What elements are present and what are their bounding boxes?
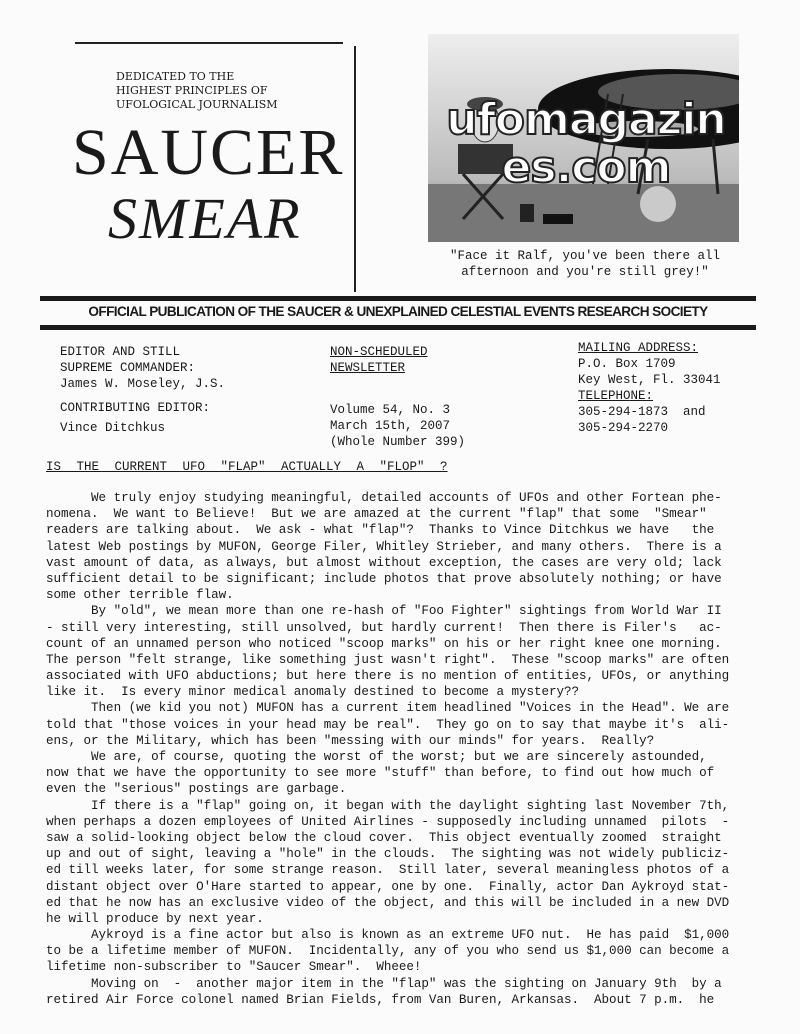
article-line: latest Web postings by MUFON, George Filer, Whitley Strieber, and many others. There is a — [46, 539, 722, 554]
article-line: ed till weeks later, for some strange reason. Still later, several meaningless photos of a — [46, 863, 730, 878]
vertical-divider — [354, 46, 356, 292]
article-line: We truly enjoy studying meaningful, detailed accounts of UFOs and other Fortean phe- — [46, 491, 722, 505]
contact-column — [578, 340, 721, 436]
article-line: even the "serious" postings are garbage. — [46, 782, 347, 797]
article-line: Aykroyd is a fine actor but also is known as an extreme UFO nut. He has paid $1,000 — [46, 928, 730, 943]
dedication-line: DEDICATED TO THE — [116, 70, 235, 83]
editor-column — [60, 344, 225, 436]
contributing-editor-label: CONTRIBUTING EDITOR: — [60, 401, 211, 415]
article-line: nomena. We want to Believe! But we are amazed at the current "flap" that some "Smear" — [46, 507, 707, 522]
article-line: retired Air Force colonel named Brian Fields, from Van Buren, Arkansas. About 7 p.m. he — [46, 992, 715, 1007]
issue-column — [330, 344, 465, 450]
telephone: 305-294-2270 — [578, 421, 669, 435]
article-line: some other terrible flaw. — [46, 588, 234, 603]
article-line: count of an unnamed person who noticed "scoop marks" on his or her right knee one morning. — [46, 636, 722, 651]
article-line: Then (we kid you not) MUFON has a current item headlined "Voices in the Head". We are — [46, 701, 730, 716]
article-line: We are, of course, quoting the worst of the worst; but we are sincerely astounded, — [46, 750, 707, 764]
telephone-label: TELEPHONE: — [578, 389, 654, 403]
newsletter-type: NON-SCHEDULED — [330, 345, 428, 359]
article-line: By "old", we mean more than one re-hash of "Foo Fighter" sightings from World War II — [46, 604, 722, 619]
article-line: he will produce by next year. — [46, 911, 264, 926]
volume: Volume 54, No. 3 — [330, 403, 451, 417]
dedication-line: HIGHEST PRINCIPLES OF — [116, 84, 268, 97]
article-line: lifetime non-subscriber to "Saucer Smear". Wheee! — [46, 960, 422, 975]
dedication — [116, 70, 278, 112]
editor-name: James W. Moseley, J.S. — [60, 377, 226, 391]
society-banner: OFFICIAL PUBLICATION OF THE SAUCER & UNEXPLAINED CELESTIAL EVENTS RESEARCH SOCIETY — [88, 304, 708, 319]
editor-label: SUPREME COMMANDER: — [60, 361, 196, 375]
article-line: told that "those voices in your head may be real". They go on to say that maybe it's ali- — [46, 717, 730, 732]
mailing-address: P.O. Box 1709 — [578, 357, 676, 371]
article-line: like it. Is every minor medical anomaly destined to become a mystery?? — [46, 685, 580, 700]
telephone: 305-294-1873 and — [578, 405, 706, 419]
banner-rule-top — [40, 296, 756, 301]
article-line: to be a lifetime member of MUFON. Incidentally, any of you who send us $1,000 can become a — [46, 944, 730, 959]
mailing-address-label: MAILING ADDRESS: — [578, 341, 699, 355]
editor-label: EDITOR AND STILL — [60, 345, 181, 359]
article-heading: IS THE CURRENT UFO "FLAP" ACTUALLY A "FLOP" ? — [46, 460, 448, 474]
article-line: up and out of sight, leaving a "hole" in the clouds. The sighting was not widely publiciz- — [46, 847, 730, 862]
caption-line: afternoon and you're still grey!" — [461, 265, 709, 279]
article-line: ed that he now has an exclusive video of the object, and this will be included in a new DVD — [46, 895, 730, 910]
mailing-address: Key West, Fl. 33041 — [578, 373, 721, 387]
article-line: vast amount of data, as always, but almost without exception, the cases are very old; lack — [46, 555, 722, 570]
top-rule — [75, 42, 343, 44]
article-line: - still very interesting, still unsolved, but hardly current! Then there is Filer's ac- — [46, 620, 722, 635]
article-line: The person "felt strange, like something just wasn't right". These "scoop marks" are often — [46, 652, 730, 667]
title-smear: SMEAR — [108, 186, 302, 251]
issue-date: March 15th, 2007 — [330, 419, 451, 433]
newsletter-type: NEWSLETTER — [330, 361, 406, 375]
article-line: now that we have the opportunity to see more "stuff" than before, to find out how much of — [46, 766, 715, 781]
banner-rule-bottom — [40, 325, 756, 330]
caption-line: "Face it Ralf, you've been there all — [449, 249, 721, 263]
contributing-editor-name: Vince Ditchkus — [60, 421, 166, 435]
article-line: when perhaps a dozen employees of United Airlines - supposedly including unnamed pilots - — [46, 814, 730, 829]
dedication-line: UFOLOGICAL JOURNALISM — [116, 98, 278, 111]
title-saucer: SAUCER — [72, 116, 345, 189]
article-body — [46, 490, 766, 1008]
article-line: ens, or the Military, which has been "messing with our minds" for years. Really? — [46, 733, 655, 748]
whole-number: (Whole Number 399) — [330, 435, 466, 449]
article-line: saw a solid-looking object below the cloud cover. This object eventually zoomed straight — [46, 830, 722, 845]
watermark: ufomagazines.com — [446, 94, 726, 193]
article-line: associated with UFO abductions; but here there is no mention of entities, UFOs, or anything — [46, 669, 730, 684]
article-line: readers are talking about. We ask - what "flap"? Thanks to Vince Ditchkus we have the — [46, 523, 715, 538]
article-line: Moving on - another major item in the "flap" was the sighting on January 9th by a — [46, 976, 722, 991]
article-line: If there is a "flap" going on, it began with the daylight sighting last November 7th, — [46, 798, 730, 813]
article-line: distant object over O'Hare started to appear, one by one. Finally, actor Dan Aykroyd stat- — [46, 879, 730, 894]
photo-caption — [430, 248, 740, 280]
article-line: sufficient detail to be significant; include photos that prove absolutely nothing; or have — [46, 571, 722, 586]
